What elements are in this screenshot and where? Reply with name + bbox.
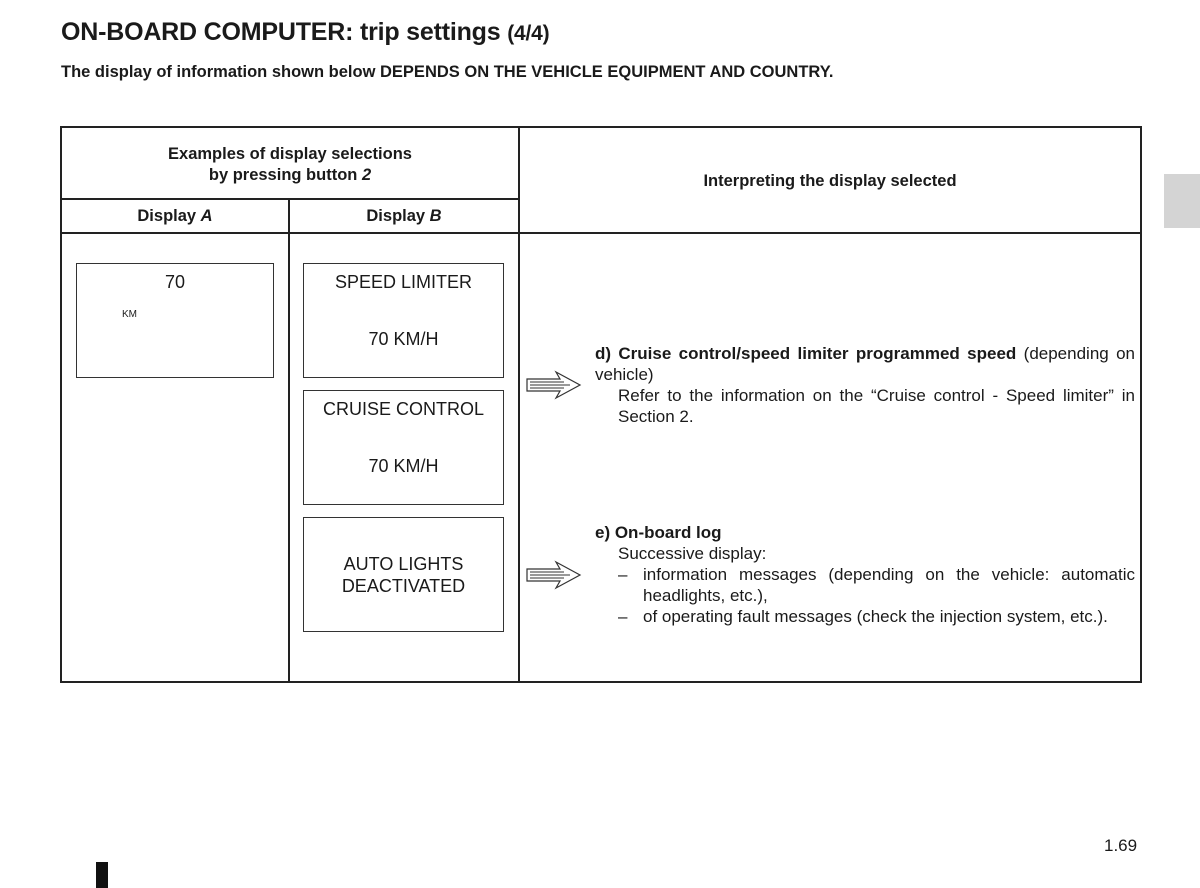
header-display-a	[62, 206, 288, 227]
interpretation-e-label: e) On-board log	[595, 523, 722, 542]
list-item	[595, 564, 1135, 606]
bullet-dash: –	[618, 607, 628, 626]
header-interpret: Interpreting the display selected	[703, 172, 957, 190]
display-a-letter: A	[200, 207, 213, 225]
header-examples-prefix: by pressing button	[208, 166, 362, 184]
display-a-screen	[76, 263, 274, 378]
display-table	[60, 126, 1142, 683]
interpretation-d-refer: Refer to the information on the “Cruise control - Speed limiter” in Section 2.	[618, 386, 1135, 426]
column-divider-a-b	[288, 200, 290, 681]
list-item-text: information messages (depending on the vehicle: automatic headlights, etc.),	[643, 565, 1135, 605]
page-number: 1.69	[1104, 836, 1138, 855]
page-title	[61, 18, 549, 47]
title-main: ON-BOARD COMPUTER: trip settings	[61, 18, 501, 46]
header-examples-line2	[62, 165, 518, 186]
page-subtitle: The display of information shown below DEPENDS ON THE VEHICLE EQUIPMENT AND COUNTRY.	[61, 63, 834, 81]
header-divider-examples	[62, 198, 520, 200]
display-b-line1: SPEED LIMITER	[334, 272, 473, 292]
display-b-prefix: Display	[366, 207, 430, 225]
header-examples-line1: Examples of display selections	[168, 145, 412, 163]
display-b-line2: 70 KM/H	[368, 329, 439, 349]
display-a-prefix: Display	[137, 207, 201, 225]
display-b-line1: CRUISE CONTROL	[322, 399, 484, 419]
header-display-b	[290, 206, 518, 227]
interpretation-d-label: d) Cruise control/speed limiter programmed speed	[595, 344, 1017, 363]
display-b-line2: 70 KM/H	[368, 456, 439, 476]
display-b-line1: AUTO LIGHTS	[343, 554, 464, 574]
arrow-right-icon	[526, 370, 582, 400]
list-item	[595, 606, 1135, 627]
display-b-screen-auto-lights	[303, 517, 504, 632]
page-edge-marker	[96, 862, 108, 888]
header-examples	[62, 144, 518, 186]
display-b-letter: B	[429, 207, 442, 225]
title-part: (4/4)	[507, 22, 550, 45]
display-a-unit: KM	[122, 309, 137, 320]
interpretation-cruise-control	[595, 343, 1135, 427]
section-side-tab	[1164, 174, 1200, 228]
display-b-line2: DEACTIVATED	[341, 576, 466, 596]
display-b-screen-cruise-control	[303, 390, 504, 505]
display-a-value: 70	[164, 272, 186, 292]
bullet-dash: –	[618, 565, 628, 584]
header-examples-button: 2	[361, 166, 372, 184]
arrow-right-icon	[526, 560, 582, 590]
interpretation-d-suffix: (depending on vehicle)	[595, 344, 1136, 384]
list-item-text: of operating fault messages (check the injection system, etc.).	[643, 607, 1108, 626]
display-b-screen-speed-limiter	[303, 263, 504, 378]
column-divider-b-interpret	[518, 128, 520, 681]
interpretation-d-heading	[595, 343, 1135, 385]
header-divider-main	[62, 232, 1140, 234]
interpretation-onboard-log	[595, 522, 1135, 627]
interpretation-e-intro: Successive display:	[618, 544, 767, 563]
